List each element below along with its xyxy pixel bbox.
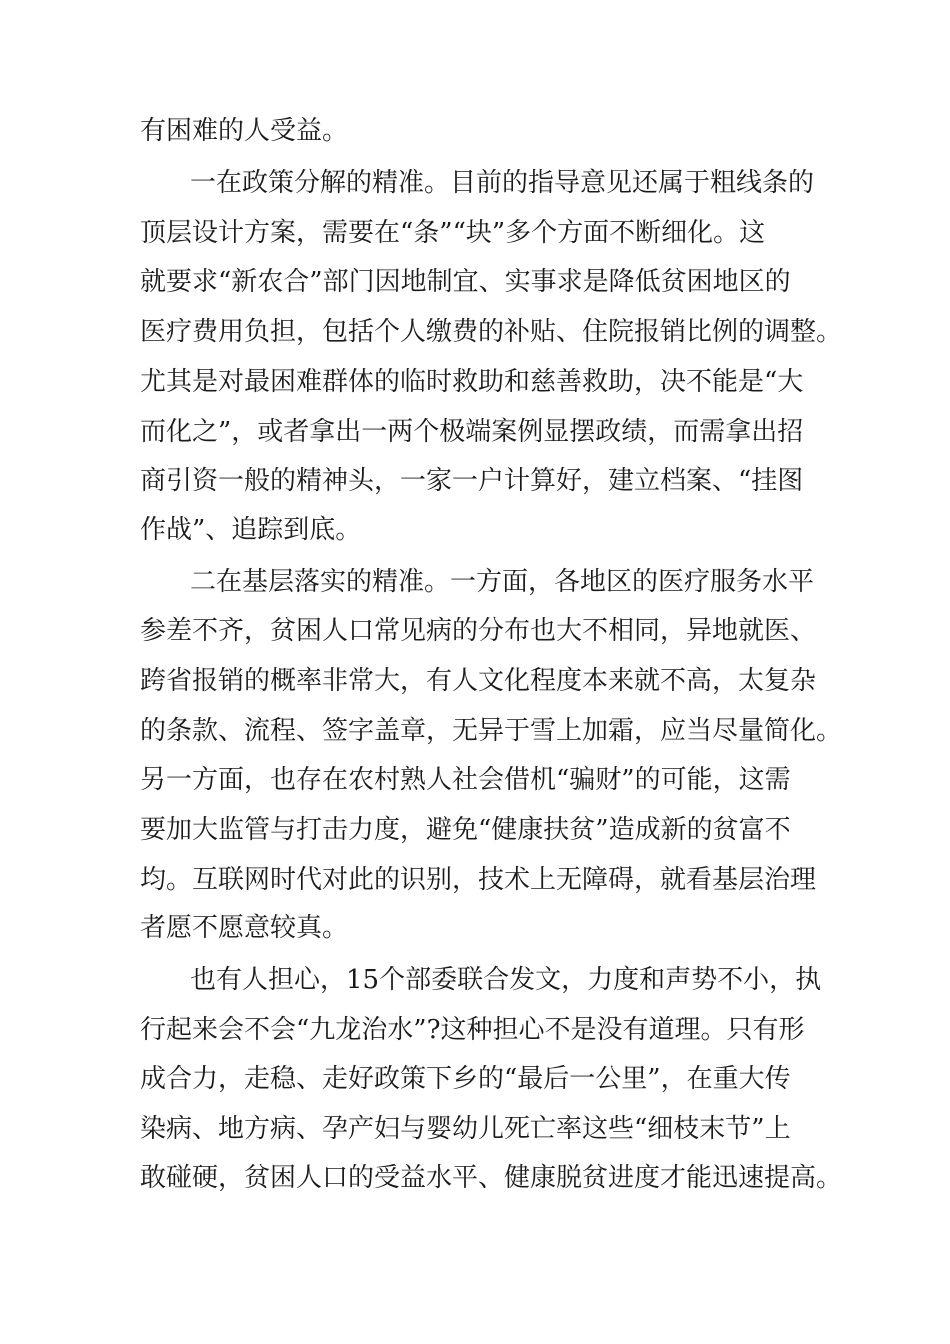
text-line: 参差不齐，贫困人口常见病的分布也大不相同，异地就医、: [140, 616, 817, 646]
text-line: 商引资一般的精神头，一家一户计算好，建立档案、“挂图: [140, 466, 804, 496]
text-line: 尤其是对最困难群体的临时救助和慈善救助，决不能是“大: [140, 367, 804, 397]
text-line: 医疗费用负担，包括个人缴费的补贴、住院报销比例的调整。: [140, 317, 843, 347]
text-line: 要加大监管与打击力度，避免“健康扶贫”造成新的贫富不: [140, 815, 791, 845]
text-line: 均。互联网时代对此的识别，技术上无障碍，就看基层治理: [140, 865, 817, 895]
text-line: 而化之”，或者拿出一两个极端案例显摆政绩，而需拿出招: [140, 417, 804, 447]
text-line: 有困难的人受益。: [140, 116, 349, 146]
text-line: 成合力，走稳、走好政策下乡的“最后一公里”，在重大传: [140, 1064, 791, 1094]
text-line: 跨省报销的概率非常大，有人文化程度本来就不高，太复杂: [140, 666, 817, 696]
text-line: 顶层设计方案，需要在“条”“块”多个方面不断细化。这: [140, 218, 766, 248]
text-line: 另一方面，也存在农村熟人社会借机“骗财”的可能，这需: [140, 765, 791, 795]
text-line: 作战”、追踪到底。: [140, 515, 362, 545]
text-line: 染病、地方病、孕产妇与婴幼儿死亡率这些“细枝末节”上: [140, 1114, 791, 1144]
text-line: 行起来会不会“九龙治水”?这种担心不是没有道理。只有形: [140, 1015, 805, 1045]
text-line: 的条款、流程、签字盖章，无异于雪上加霜，应当尽量简化。: [140, 716, 843, 746]
text-line: 就要求“新农合”部门因地制宜、实事求是降低贫困地区的: [140, 267, 791, 297]
paragraph-first-line: 二在基层落实的精准。一方面，各地区的医疗服务水平: [190, 567, 815, 597]
paragraph-first-line: 一在政策分解的精准。目前的指导意见还属于粗线条的: [190, 168, 815, 198]
paragraph-first-line: 也有人担心，15个部委联合发文，力度和声势不小，执: [190, 965, 822, 995]
text-line: 者愿不愿意较真。: [140, 913, 349, 943]
text-line: 敢碰硬，贫困人口的受益水平、健康脱贫进度才能迅速提高。: [140, 1163, 843, 1193]
